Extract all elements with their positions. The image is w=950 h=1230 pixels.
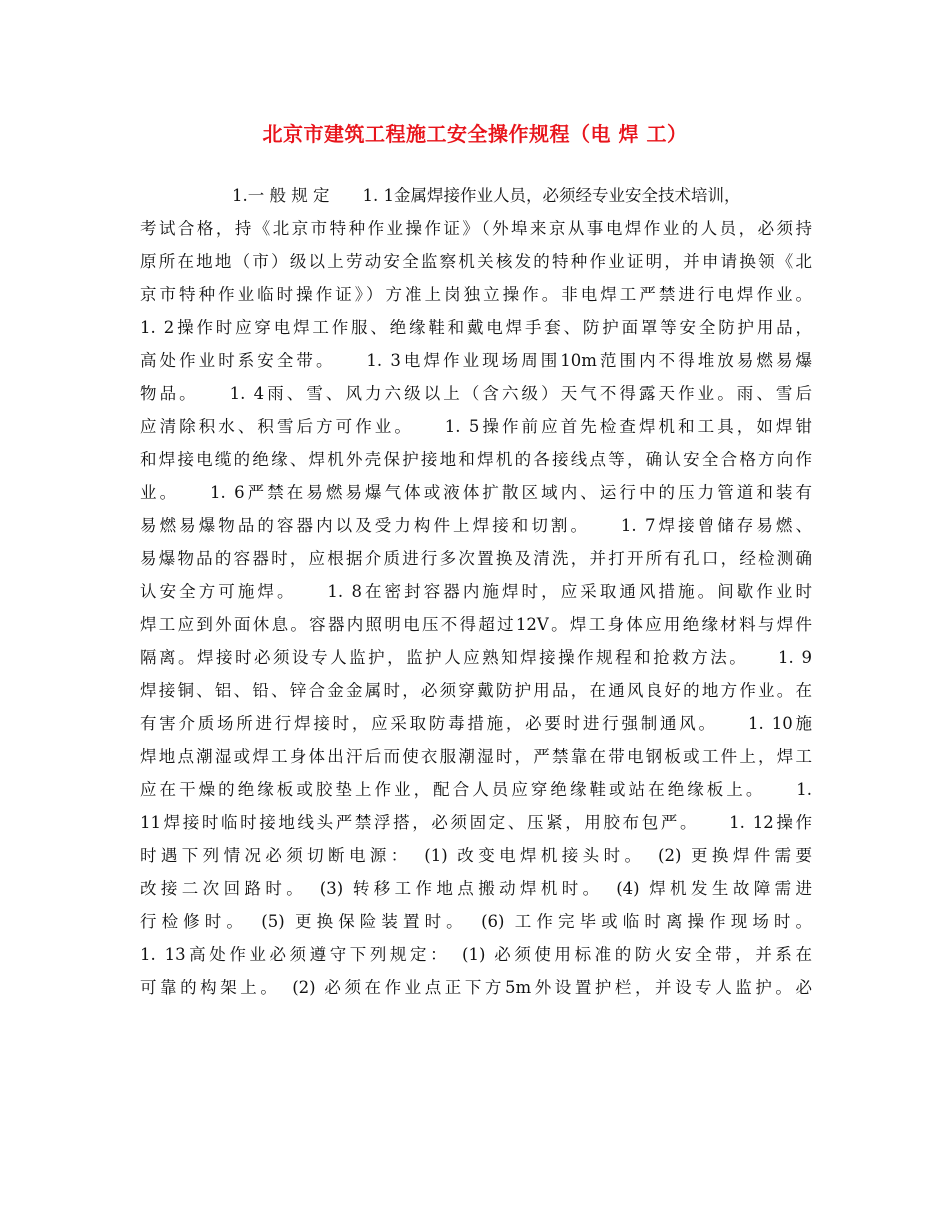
body-line-8: 应清除积水、积雪后方可作业。 1. 5操作前应首先检查焊机和工具，如焊钳 <box>140 417 812 436</box>
body-line-13: 认安全方可施焊。 1. 8在密封容器内施焊时，应采取通风措施。间歇作业时 <box>140 582 812 601</box>
body-line-7: 物品。 1. 4雨、雪、风力六级以上（含六级）天气不得露天作业。雨、雪后 <box>140 384 812 403</box>
body-line-2: 考试合格，持《北京市特种作业操作证》（外埠来京从事电焊作业的人员，必须持 <box>140 219 812 238</box>
body-line-20: 11焊接时临时接地线头严禁浮搭，必须固定、压紧，用胶布包严。 1. 12操作 <box>140 813 812 832</box>
body-line-4: 京市特种作业临时操作证》）方准上岗独立操作。非电焊工严禁进行电焊作业。 <box>140 285 812 304</box>
body-line-5: 1. 2操作时应穿电焊工作服、绝缘鞋和戴电焊手套、防护面罩等安全防护用品， <box>140 318 812 337</box>
body-line-16: 焊接铜、铝、铅、锌合金金属时，必须穿戴防护用品，在通风良好的地方作业。在 <box>140 681 812 700</box>
body-line-22: 改接二次回路时。 (3) 转移工作地点搬动焊机时。 (4) 焊机发生故障需进 <box>140 879 812 898</box>
body-line-23: 行检修时。 (5) 更换保险装置时。 (6) 工作完毕或临时离操作现场时。 <box>140 912 812 931</box>
body-line-14: 焊工应到外面休息。容器内照明电压不得超过12V。焊工身体应用绝缘材料与焊件 <box>140 615 812 634</box>
body-line-12: 易爆物品的容器时，应根据介质进行多次置换及清洗，并打开所有孔口，经检测确 <box>140 549 812 568</box>
body-line-21: 时遇下列情况必须切断电源： (1) 改变电焊机接头时。 (2) 更换焊件需要 <box>140 846 812 865</box>
document-body <box>140 179 812 1004</box>
body-line-19: 应在干燥的绝缘板或胶垫上作业，配合人员应穿绝缘鞋或站在绝缘板上。 1. <box>140 780 812 799</box>
body-line-10: 业。 1. 6严禁在易燃易爆气体或液体扩散区域内、运行中的压力管道和装有 <box>140 483 812 502</box>
document-title: 北京市建筑工程施工安全操作规程（电 焊 工） <box>262 122 688 146</box>
body-line-11: 易燃易爆物品的容器内以及受力构件上焊接和切割。 1. 7焊接曾储存易燃、 <box>140 516 812 535</box>
body-line-17: 有害介质场所进行焊接时，应采取防毒措施，必要时进行强制通风。 1. 10施 <box>140 714 812 733</box>
body-line-18: 焊地点潮湿或焊工身体出汗后而使衣服潮湿时，严禁靠在带电钢板或工件上，焊工 <box>140 747 812 766</box>
body-line-6: 高处作业时系安全带。 1. 3电焊作业现场周围10m范围内不得堆放易燃易爆 <box>140 351 812 370</box>
body-line-25: 可靠的构架上。 (2) 必须在作业点正下方5m外设置护栏，并设专人监护。必 <box>140 978 812 997</box>
body-line-24: 1. 13高处作业必须遵守下列规定： (1) 必须使用标准的防火安全带，并系在 <box>140 945 812 964</box>
body-line-1: 1.一 般 规 定 1. 1金属焊接作业人员，必须经专业安全技术培训， <box>232 186 741 205</box>
body-line-3: 原所在地地（市）级以上劳动安全监察机关核发的特种作业证明，并申请换领《北 <box>140 252 812 271</box>
body-line-9: 和焊接电缆的绝缘、焊机外壳保护接地和焊机的各接线点等，确认安全合格方向作 <box>140 450 812 469</box>
body-line-15: 隔离。焊接时必须设专人监护，监护人应熟知焊接操作规程和抢救方法。 1. 9 <box>140 648 812 667</box>
